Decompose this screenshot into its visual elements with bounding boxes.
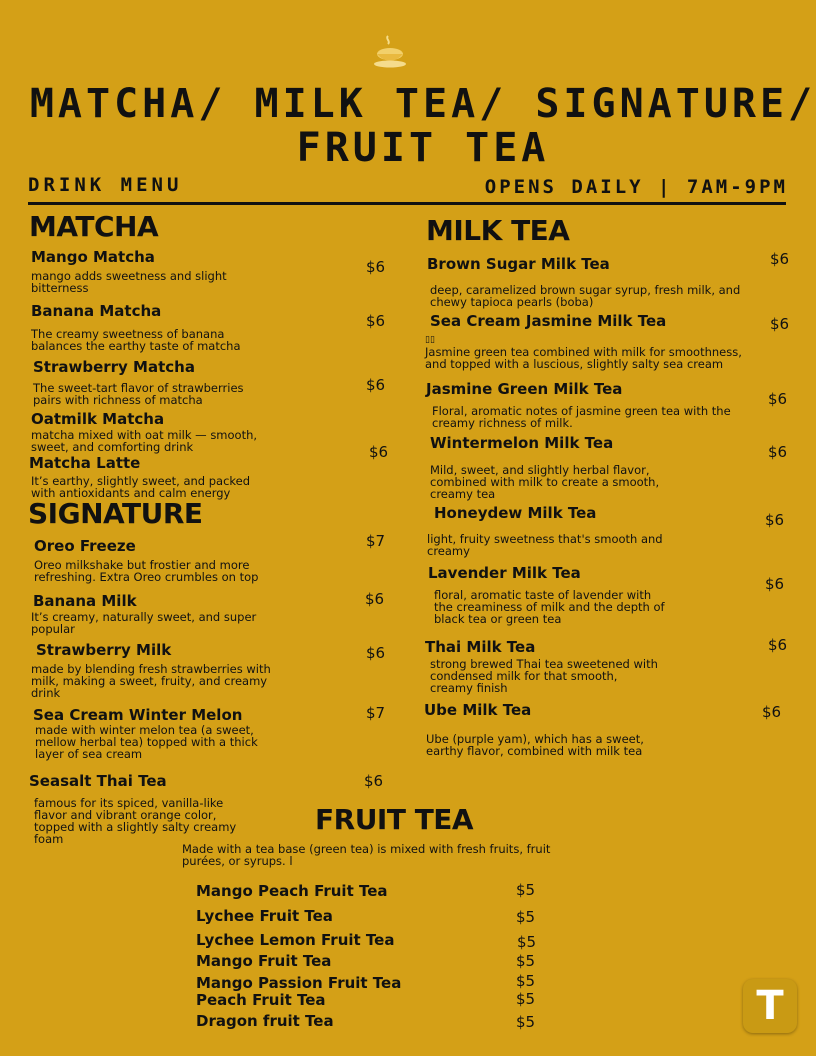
menu-item-name: Seasalt Thai Tea bbox=[29, 772, 167, 790]
menu-item-desc: The creamy sweetness of banana balances the earthy taste of matcha bbox=[31, 327, 241, 353]
menu-item-name: Brown Sugar Milk Tea bbox=[427, 255, 610, 273]
menu-item-desc: Oreo milkshake but frostier and more refreshing. Extra Oreo crumbles on top bbox=[34, 558, 259, 584]
menu-item-price: $5 bbox=[516, 908, 536, 926]
menu-item-name: Oatmilk Matcha bbox=[31, 410, 165, 428]
menu-item-price: $6 bbox=[366, 258, 386, 276]
menu-item-price: $6 bbox=[369, 443, 389, 461]
milk-tea-section-title: MILK TEA bbox=[426, 214, 570, 247]
menu-item-name: Strawberry Milk bbox=[36, 641, 172, 659]
menu-item-price: $6 bbox=[765, 511, 785, 529]
menu-item-name: Mango Matcha bbox=[31, 248, 155, 266]
menu-item-price: $5 bbox=[516, 1013, 536, 1031]
menu-item-price: $6 bbox=[365, 590, 385, 608]
menu-item-desc: Mild, sweet, and slightly herbal flavor, combined with milk to create a smooth, creamy tea bbox=[430, 463, 660, 501]
menu-item-name: Sea Cream Jasmine Milk Tea bbox=[430, 312, 667, 330]
title-line-2: FRUIT TEA bbox=[296, 125, 550, 171]
menu-item-desc: strong brewed Thai tea sweetened with condensed milk for that smooth, creamy finish bbox=[430, 657, 658, 695]
drink-menu-label: DRINK MENU bbox=[28, 174, 183, 196]
menu-item-price: $6 bbox=[765, 575, 785, 593]
menu-item-name: Peach Fruit Tea bbox=[196, 991, 326, 1009]
menu-item-name: Banana Milk bbox=[33, 592, 137, 610]
menu-item-name: Ube Milk Tea bbox=[424, 701, 532, 719]
coffee-cup-logo-icon bbox=[372, 34, 408, 70]
menu-item-name: Oreo Freeze bbox=[34, 537, 136, 555]
menu-item-desc: made by blending fresh strawberries with milk, making a sweet, fruity, and creamy drink bbox=[31, 662, 271, 700]
menu-item-price: $7 bbox=[366, 704, 386, 722]
menu-item-desc: The sweet-tart flavor of strawberries pairs with richness of matcha bbox=[33, 381, 244, 407]
menu-item-name: Wintermelon Milk Tea bbox=[430, 434, 614, 452]
title-line-1: MATCHA/ MILK TEA/ SIGNATURE/ bbox=[29, 81, 816, 127]
menu-item-price: $7 bbox=[366, 532, 386, 550]
menu-item-name: Mango Passion Fruit Tea bbox=[196, 974, 402, 992]
menu-item-name: Dragon fruit Tea bbox=[196, 1012, 334, 1030]
menu-item-name: Banana Matcha bbox=[31, 302, 162, 320]
menu-item-price: $6 bbox=[364, 772, 384, 790]
menu-item-price: $6 bbox=[768, 390, 788, 408]
menu-item-name: Lychee Lemon Fruit Tea bbox=[196, 931, 395, 949]
header-divider bbox=[28, 202, 786, 205]
badge-letter: T bbox=[756, 983, 784, 1029]
menu-item-desc: matcha mixed with oat milk — smooth, sweet, and comforting drink bbox=[31, 428, 258, 454]
menu-item-price: $6 bbox=[768, 636, 788, 654]
menu-item-desc: light, fruity sweetness that's smooth and creamy bbox=[427, 532, 663, 558]
menu-item-name: Thai Milk Tea bbox=[425, 638, 536, 656]
menu-item-name: Mango Peach Fruit Tea bbox=[196, 882, 388, 900]
menu-item-name: Matcha Latte bbox=[29, 454, 141, 472]
menu-item-price: $5 bbox=[516, 972, 536, 990]
menu-item-price: $6 bbox=[770, 315, 790, 333]
menu-item-price: $6 bbox=[366, 312, 386, 330]
menu-item-desc: deep, caramelized brown sugar syrup, fresh milk, and chewy tapioca pearls (boba) bbox=[430, 283, 741, 309]
matcha-section-title: MATCHA bbox=[29, 210, 159, 243]
menu-item-price: $5 bbox=[517, 933, 537, 951]
page-title bbox=[20, 82, 816, 170]
menu-item-desc: Ube (purple yam), which has a sweet, earthy flavor, combined with milk tea bbox=[426, 732, 644, 758]
menu-item-name: Jasmine Green Milk Tea bbox=[426, 380, 623, 398]
menu-item-name: Mango Fruit Tea bbox=[196, 952, 332, 970]
signature-section-title: SIGNATURE bbox=[28, 497, 203, 530]
menu-item-desc: It’s earthy, slightly sweet, and packed with antioxidants and calm energy bbox=[31, 474, 251, 500]
menu-item-desc: famous for its spiced, vanilla-like flavor and vibrant orange color, topped with a slightly salty creamy foam bbox=[34, 796, 237, 846]
menu-item-name: Lavender Milk Tea bbox=[428, 564, 581, 582]
menu-item-name: Strawberry Matcha bbox=[33, 358, 195, 376]
menu-item-price: $5 bbox=[516, 952, 536, 970]
t-logo-icon[interactable] bbox=[743, 979, 797, 1033]
menu-item-name: Lychee Fruit Tea bbox=[196, 907, 333, 925]
menu-item-desc: floral, aromatic taste of lavender with the creaminess of milk and the depth of black tea or green tea bbox=[434, 588, 665, 626]
unrendered-glyph-mark: ▯▯ bbox=[425, 335, 435, 345]
menu-item-desc: Floral, aromatic notes of jasmine green tea with the creamy richness of milk. bbox=[432, 404, 731, 430]
fruit-tea-section-title: FRUIT TEA bbox=[315, 803, 474, 836]
menu-item-price: $5 bbox=[516, 990, 536, 1008]
menu-item-price: $6 bbox=[768, 443, 788, 461]
menu-item-name: Honeydew Milk Tea bbox=[434, 504, 597, 522]
menu-item-name: Sea Cream Winter Melon bbox=[33, 706, 243, 724]
menu-item-desc: Jasmine green tea combined with milk for smoothness, and topped with a luscious, slightly salty sea cream bbox=[425, 345, 742, 371]
fruit-tea-intro: Made with a tea base (green tea) is mixed with fresh fruits, fruit purées, or syrups. l bbox=[182, 842, 551, 868]
menu-item-price: $5 bbox=[516, 881, 536, 899]
opening-hours: OPENS DAILY | 7AM-9PM bbox=[484, 176, 788, 198]
menu-item-desc: It’s creamy, naturally sweet, and super popular bbox=[31, 610, 257, 636]
menu-item-desc: made with winter melon tea (a sweet, mellow herbal tea) topped with a thick layer of sea cream bbox=[35, 723, 258, 761]
menu-item-price: $6 bbox=[366, 644, 386, 662]
menu-item-desc: mango adds sweetness and slight bitterness bbox=[31, 269, 227, 295]
menu-item-price: $6 bbox=[762, 703, 782, 721]
menu-item-price: $6 bbox=[770, 250, 790, 268]
menu-item-price: $6 bbox=[366, 376, 386, 394]
